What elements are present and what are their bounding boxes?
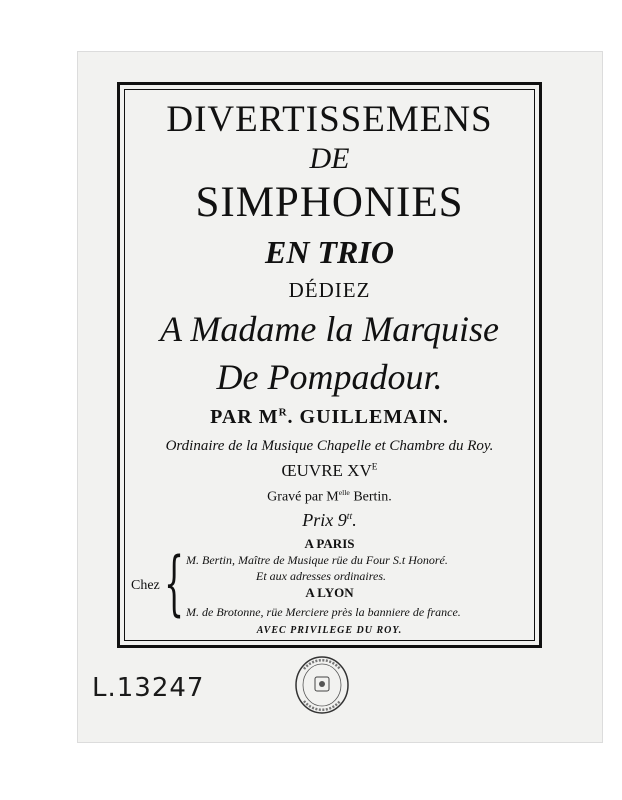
paris-address-ordinary: Et aux adresses ordinaires. [256,569,386,583]
lyon-address-brotonne: M. de Brotonne, rüe Merciere près la banniere de france. [186,605,461,619]
title-line-en-trio: EN TRIO [265,234,394,270]
lyon-heading: A LYON [305,585,354,600]
price-text: Prix 9 [302,510,347,530]
author-name: . GUILLEMAIN. [287,406,449,428]
dedication-line-pompadour: De Pompadour. [216,357,443,397]
price-line [124,510,535,531]
author-position: Ordinaire de la Musique Chapelle et Chambre du Roy. [165,438,494,454]
dedication-line-marquise: A Madame la Marquise [160,309,499,349]
author-line [124,406,535,429]
price-after: . [352,510,357,530]
title-line-simphonies: SIMPHONIES [195,179,464,226]
opus-line [124,461,535,481]
opus-superscript: E [371,462,378,473]
engraver-superscript: elle [338,488,350,497]
author-prefix: PAR M [210,406,279,428]
privilege-line: AVEC PRIVILEGE DU ROY. [256,625,403,636]
author-superscript: R [278,406,288,419]
paris-heading: A PARIS [304,536,355,551]
engraver-after: Bertin. [349,489,392,505]
title-line-de: DE [309,142,350,175]
library-stamp-icon [292,655,352,715]
engraver-line [124,488,535,506]
opus-text: ŒUVRE XV [281,461,372,480]
chez-label: Chez [131,578,160,593]
title-line-dediez: DÉDIEZ [288,278,371,302]
price-superscript: tt [346,511,353,522]
title-line-divertissemens: DIVERTISSEMENS [166,99,493,140]
curly-brace-icon: { [164,542,185,624]
paris-address-bertin: M. Bertin, Maître de Musique rüe du Four S.t Honoré. [186,553,448,567]
shelfmark-handwritten: L.13247 [92,673,205,703]
engraver-before: Gravé par M [267,489,339,505]
